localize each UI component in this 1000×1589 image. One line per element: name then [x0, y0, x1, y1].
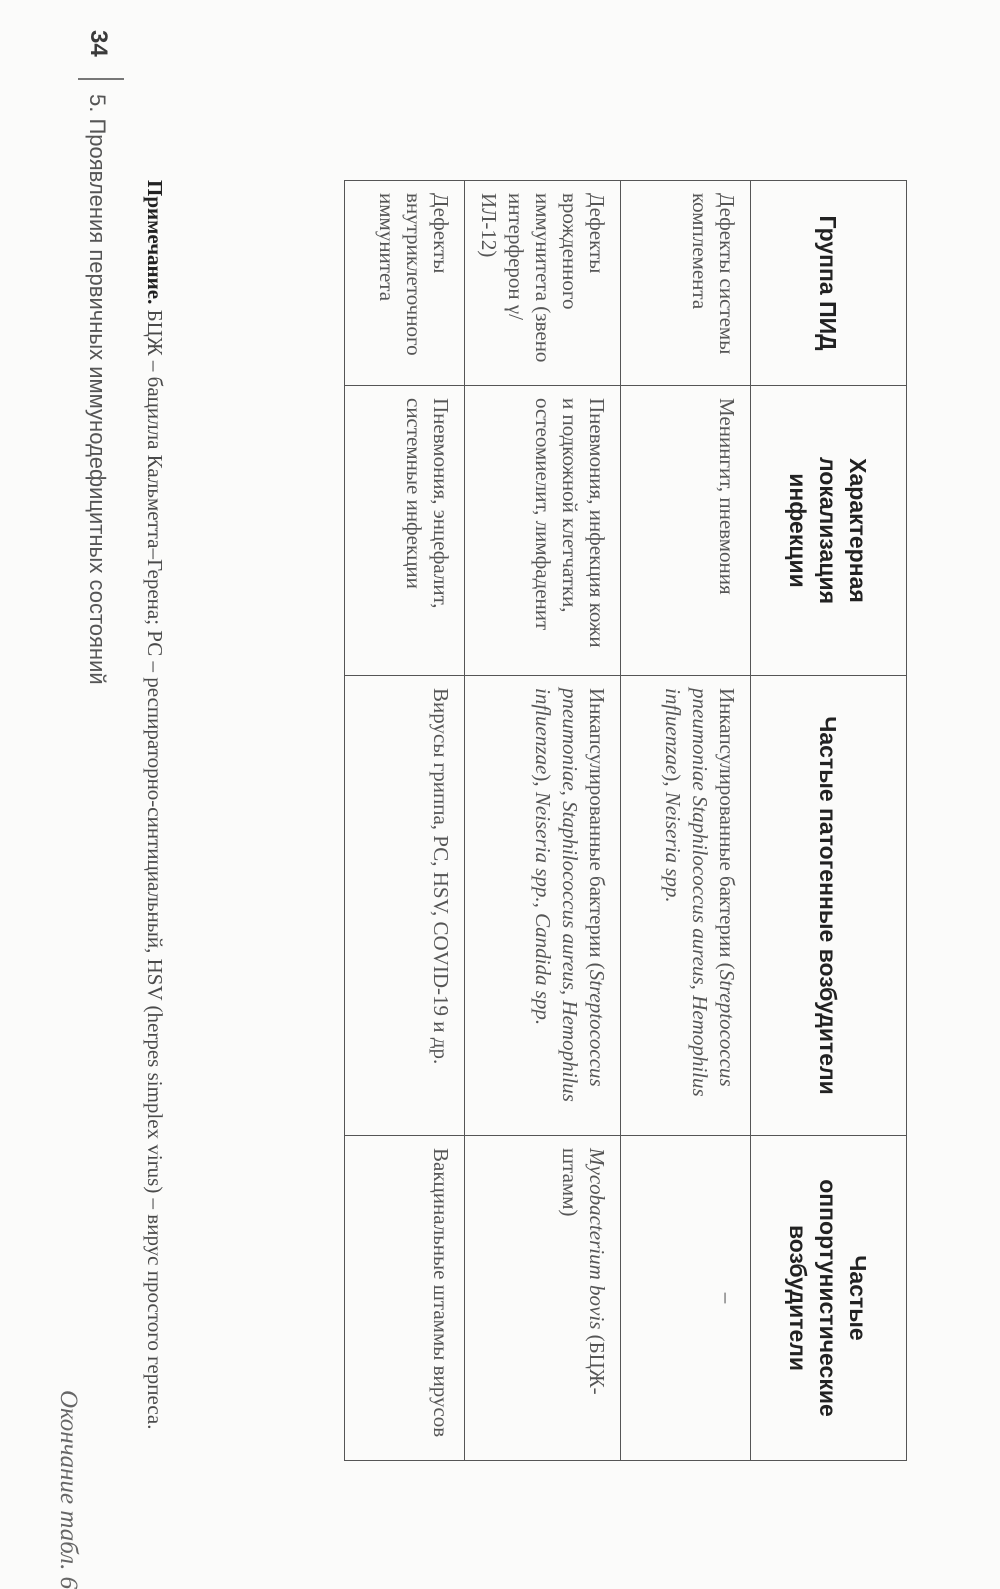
opportunistic-species: Mycobacterium bovis — [585, 1148, 609, 1330]
note-label: Примечание. — [143, 180, 167, 305]
cell-localization: Менингит, пневмония — [621, 386, 751, 676]
pathogenic-prefix: Вирусы гриппа, РС, HSV, COVID-19 и др. — [429, 688, 453, 1065]
note-text: БЦЖ – бацилла Кальметта–Герена; РС – респираторно-синтициальный, HSV (herpes simplex virus) – вирус простого герпеса. — [143, 309, 167, 1430]
header-group: Группа ПИД — [751, 181, 907, 386]
cell-opportunistic — [465, 1136, 621, 1461]
cell-opportunistic — [621, 1136, 751, 1461]
footer-divider — [78, 78, 124, 80]
cell-group: Дефекты врожденного иммунитета (звено интерферон γ/ИЛ-12) — [465, 181, 621, 386]
table-row — [465, 181, 621, 1461]
page-number: 34 — [85, 30, 112, 57]
table-note — [142, 180, 168, 1510]
table-row — [621, 181, 751, 1461]
pathogenic-tail: Neiseria spp. — [661, 791, 685, 903]
opportunistic-text: – — [715, 1292, 739, 1304]
cell-localization: Пневмония, инфекция кожи и подкожной клетчатки, остеомиелит, лимфаденит — [465, 386, 621, 676]
opportunistic-text: Вакцинальные штаммы вирусов — [429, 1148, 453, 1438]
header-opportunistic: Частые оппортунистические возбудители — [751, 1136, 907, 1461]
cell-group: Дефекты системы комплемента — [621, 181, 751, 386]
cell-pathogenic — [345, 676, 465, 1136]
pathogenic-prefix: Инкапсулированные бактерии ( — [585, 688, 609, 970]
pathogenic-species: Streptococcus pneumoniae, Staphilococcus aureus, Hemophilus influenzae — [531, 688, 609, 1102]
pathogenic-mid: ), — [661, 774, 685, 792]
cell-group: Дефекты внутриклеточного иммунитета — [345, 181, 465, 386]
table-header-row — [751, 181, 907, 1461]
table-row — [345, 181, 465, 1461]
pathogenic-species: Streptococcus pneumoniae Staphilococcus aureus, Hemophilus influenzae — [661, 688, 739, 1097]
pathogenic-mid: ), — [531, 774, 555, 792]
header-localization: Характерная локализация инфекции — [751, 386, 907, 676]
cell-pathogenic — [465, 676, 621, 1136]
cell-pathogenic — [621, 676, 751, 1136]
chapter-title: 5. Проявления первичных иммунодефицитных состояний — [85, 94, 110, 685]
table-caption: Окончание табл. 6 — [55, 1390, 82, 1589]
pid-table — [344, 180, 907, 1461]
pathogenic-prefix: Инкапсулированные бактерии ( — [715, 688, 739, 970]
cell-opportunistic — [345, 1136, 465, 1461]
header-pathogenic: Частые патогенные возбудители — [751, 676, 907, 1136]
pathogenic-tail: Neiseria spp., Candida spp. — [531, 791, 555, 1026]
opportunistic-text: (БЦЖ-штамм) — [558, 1148, 609, 1395]
cell-localization: Пневмония, энцефалит, системные инфекции — [345, 386, 465, 676]
